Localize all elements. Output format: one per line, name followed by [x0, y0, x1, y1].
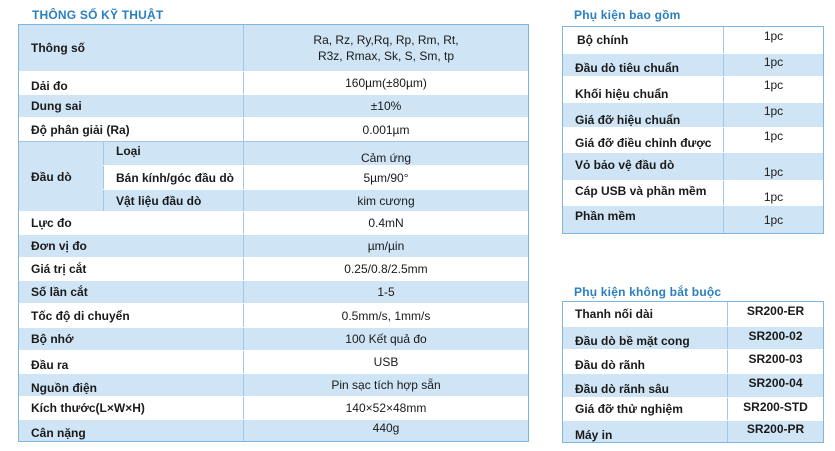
included-row — [563, 27, 823, 53]
spec-value: 1-5 — [243, 281, 528, 303]
spec-value: 0.4mN — [243, 212, 528, 234]
spec-value: 440g — [243, 420, 528, 441]
included-label: Giá đỡ điều chỉnh được — [575, 136, 712, 150]
spec-label: Nguồn điện — [31, 381, 97, 395]
spec-row-probe — [19, 141, 528, 211]
included-qty: 1pc — [723, 103, 823, 127]
included-label: Khối hiệu chuẩn — [575, 87, 669, 101]
optional-code: SR200-02 — [727, 327, 823, 349]
probe-sub-label: Bán kính/góc đầu dò — [103, 166, 243, 189]
spec-label: Độ phân giải (Ra) — [31, 122, 130, 137]
spec-row-cut-count — [19, 280, 528, 303]
optional-row — [563, 420, 823, 442]
spec-label: Kích thước(L×W×H) — [31, 401, 145, 415]
included-label: Cáp USB và phần mềm — [575, 184, 707, 198]
spec-value: 0.25/0.8/2.5mm — [243, 258, 528, 280]
optional-label: Đầu dò rãnh sâu — [575, 382, 670, 396]
spec-label: Lực đo — [31, 216, 72, 230]
spec-row-cutoff — [19, 257, 528, 280]
spec-value: ±10% — [243, 95, 528, 117]
probe-sub-material — [103, 189, 528, 212]
optional-title: Phụ kiện không bắt buộc — [574, 285, 722, 299]
spec-row-output — [19, 350, 528, 373]
spec-value: µm/µin — [243, 235, 528, 257]
optional-code: SR200-PR — [727, 421, 823, 442]
probe-sub-label: Vật liệu đầu dò — [103, 190, 243, 212]
included-qty: 1pc — [723, 27, 823, 53]
optional-label: Giá đỡ thử nghiệm — [575, 402, 683, 416]
optional-table — [562, 301, 824, 443]
spec-row-dimensions — [19, 396, 528, 419]
included-row — [563, 76, 823, 102]
included-row — [563, 127, 823, 152]
optional-code: SR200-03 — [727, 350, 823, 373]
probe-sub-value: kim cương — [243, 190, 528, 212]
spec-label: Tốc độ di chuyển — [31, 308, 130, 323]
optional-row — [563, 302, 823, 326]
optional-row — [563, 349, 823, 373]
included-row — [563, 180, 823, 205]
included-qty: 1pc — [723, 54, 823, 76]
included-label: Vỏ bảo vệ đầu dò — [575, 158, 675, 172]
spec-row-weight — [19, 419, 528, 441]
spec-row-force — [19, 211, 528, 234]
included-row — [563, 102, 823, 127]
spec-row-range — [19, 71, 528, 94]
included-label: Phần mềm — [575, 209, 636, 223]
optional-label: Máy in — [575, 428, 613, 442]
optional-code: SR200-04 — [727, 374, 823, 397]
spec-label: Đơn vị đo — [31, 239, 87, 253]
spec-row-resolution — [19, 117, 528, 141]
spec-label: Thông số — [31, 41, 85, 55]
spec-row-speed — [19, 303, 528, 327]
spec-label: Số lần cắt — [31, 285, 88, 299]
optional-code: SR200-ER — [727, 302, 823, 326]
included-row — [563, 205, 823, 233]
spec-label: Dung sai — [31, 99, 82, 113]
spec-row-memory — [19, 327, 528, 350]
probe-sub-value: 5µm/90° — [243, 166, 528, 189]
optional-row — [563, 373, 823, 397]
included-label: Bộ chính — [577, 33, 629, 47]
spec-value: 160µm(±80µm) — [243, 72, 528, 94]
optional-label: Đầu dò bề mặt cong — [575, 334, 690, 348]
spec-label: Cân nặng — [31, 426, 86, 440]
probe-sub-value: Cảm ứng — [243, 142, 528, 165]
optional-label: Đầu dò rãnh — [575, 358, 646, 372]
spec-value: 0.001µm — [243, 118, 528, 141]
included-table — [562, 26, 824, 234]
included-row — [563, 152, 823, 180]
specs-table — [18, 24, 529, 442]
optional-row — [563, 326, 823, 349]
optional-code: SR200-STD — [727, 398, 823, 420]
included-qty: 1pc — [723, 77, 823, 102]
spec-value: 140×52×48mm — [243, 397, 528, 419]
specs-title: THÔNG SỐ KỸ THUẬT — [32, 8, 164, 22]
probe-label: Đầu dò — [19, 142, 103, 211]
spec-label: Bộ nhớ — [31, 332, 74, 346]
spec-row-parameters — [19, 25, 528, 71]
spec-label: Đầu ra — [31, 358, 69, 372]
spec-value: Pin sạc tích hợp sẵn — [243, 374, 528, 396]
included-title: Phụ kiện bao gồm — [574, 8, 681, 22]
probe-sub-type — [103, 142, 528, 165]
included-qty: 1pc — [723, 128, 823, 152]
spec-row-tolerance — [19, 94, 528, 117]
included-label: Đầu dò tiêu chuẩn — [575, 61, 680, 75]
spec-value: 0.5mm/s, 1mm/s — [243, 304, 528, 327]
spec-value: USB — [243, 351, 528, 373]
spec-value: Ra, Rz, Ry,Rq, Rp, Rm, Rt, R3z, Rmax, Sk, S, Sm, tp — [243, 25, 528, 71]
spec-row-power — [19, 373, 528, 396]
spec-row-unit — [19, 234, 528, 257]
included-label: Giá đỡ hiệu chuẩn — [575, 113, 681, 127]
included-qty: 1pc — [723, 153, 823, 180]
spec-value: 100 Kết quả đo — [243, 328, 528, 350]
included-row — [563, 53, 823, 76]
optional-row — [563, 397, 823, 420]
spec-label: Dải đo — [31, 79, 68, 93]
optional-label: Thanh nối dài — [575, 307, 653, 321]
included-qty: 1pc — [723, 206, 823, 233]
spec-label: Giá trị cắt — [31, 262, 87, 276]
probe-sub-label: Loại — [103, 142, 243, 165]
probe-sub-radius — [103, 165, 528, 189]
included-qty: 1pc — [723, 181, 823, 205]
